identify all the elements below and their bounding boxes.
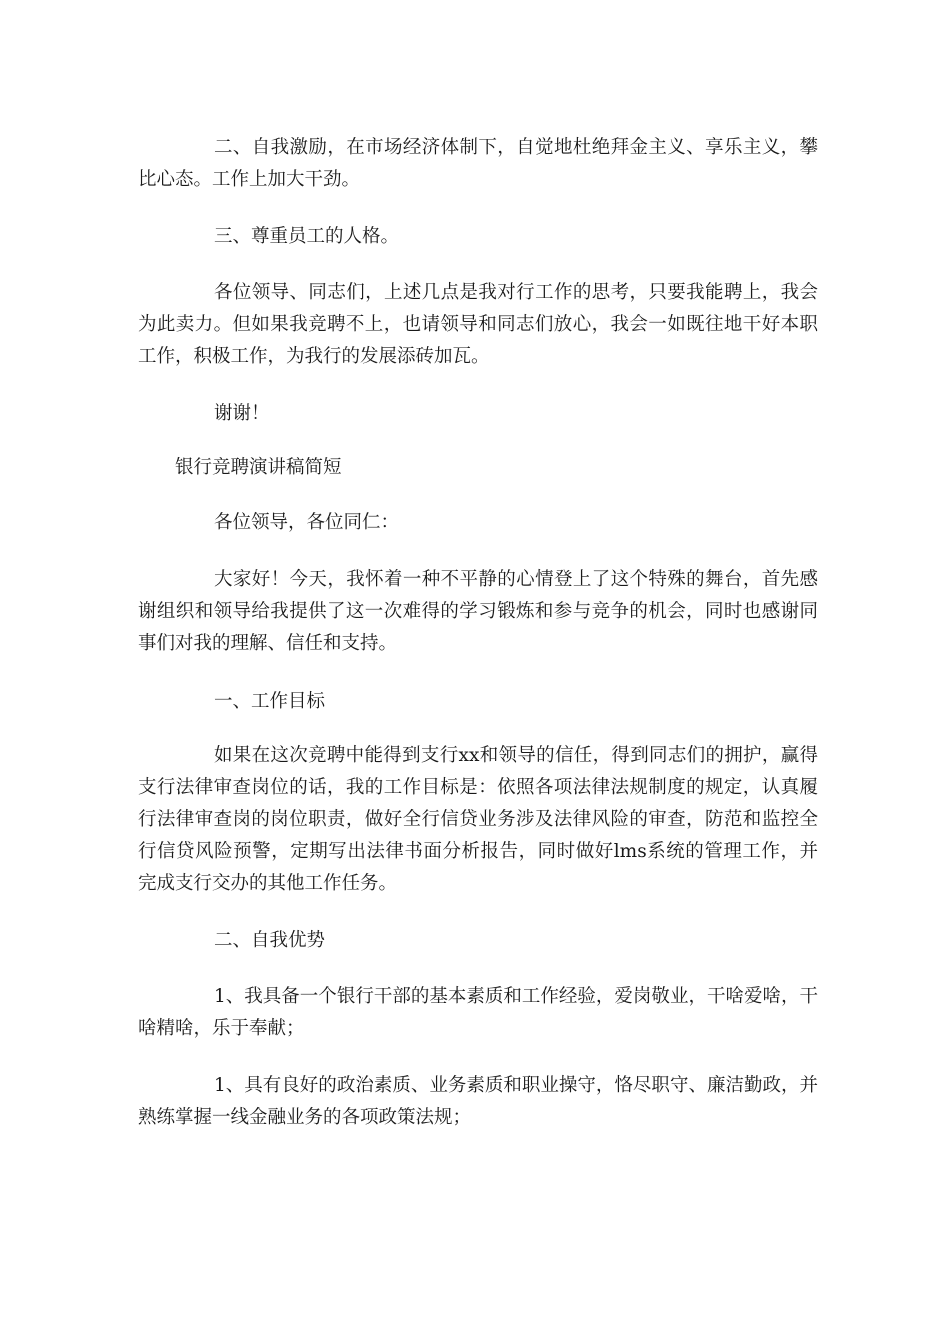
paragraph-closing-remarks: 各位领导、同志们，上述几点是我对行工作的思考，只要我能聘上，我会为此卖力。但如果我竞聘不上，也请领导和同志们放心，我会一如既往地干好本职工作，积极工作，为我行的发展添砖加瓦。 — [138, 282, 818, 367]
heading-self-advantages: 二、自我优势 — [214, 930, 326, 951]
paragraph-greeting: 各位领导，各位同仁： — [214, 512, 400, 533]
paragraph-introduction: 大家好！今天，我怀着一种不平静的心情登上了这个特殊的舞台，首先感谢组织和领导给我提供了这一次难得的学习锻炼和参与竞争的机会，同时也感谢同事们对我的理解、信任和支持。 — [138, 569, 818, 654]
paragraph-advantage-2: 1、具有良好的政治素质、业务素质和职业操守，恪尽职守、廉洁勤政，并熟练掌握一线金融业务的各项政策法规； — [138, 1075, 818, 1128]
paragraph-self-motivation: 二、自我激励，在市场经济体制下，自觉地杜绝拜金主义、享乐主义，攀比心态。工作上加大干劲。 — [138, 137, 818, 190]
paragraph-respect-staff: 三、尊重员工的人格。 — [214, 226, 400, 247]
heading-work-goals: 一、工作目标 — [214, 691, 326, 712]
paragraph-thanks: 谢谢！ — [214, 403, 270, 424]
paragraph-work-goals: 如果在这次竞聘中能得到支行xx和领导的信任，得到同志们的拥护，赢得支行法律审查岗位的话，我的工作目标是：依照各项法律法规制度的规定，认真履行法律审查岗的岗位职责，做好全行信贷业务涉及法律风险的审查，防范和监控全行信贷风险预警，定期写出法律书面分析报告，同时做好lms系统的管理工作，并完成支行交办的其他工作任务。 — [138, 745, 818, 894]
section-title: 银行竞聘演讲稿简短 — [175, 457, 342, 478]
paragraph-advantage-1: 1、我具备一个银行干部的基本素质和工作经验，爱岗敬业，干啥爱啥，干啥精啥，乐于奉献； — [138, 986, 818, 1039]
